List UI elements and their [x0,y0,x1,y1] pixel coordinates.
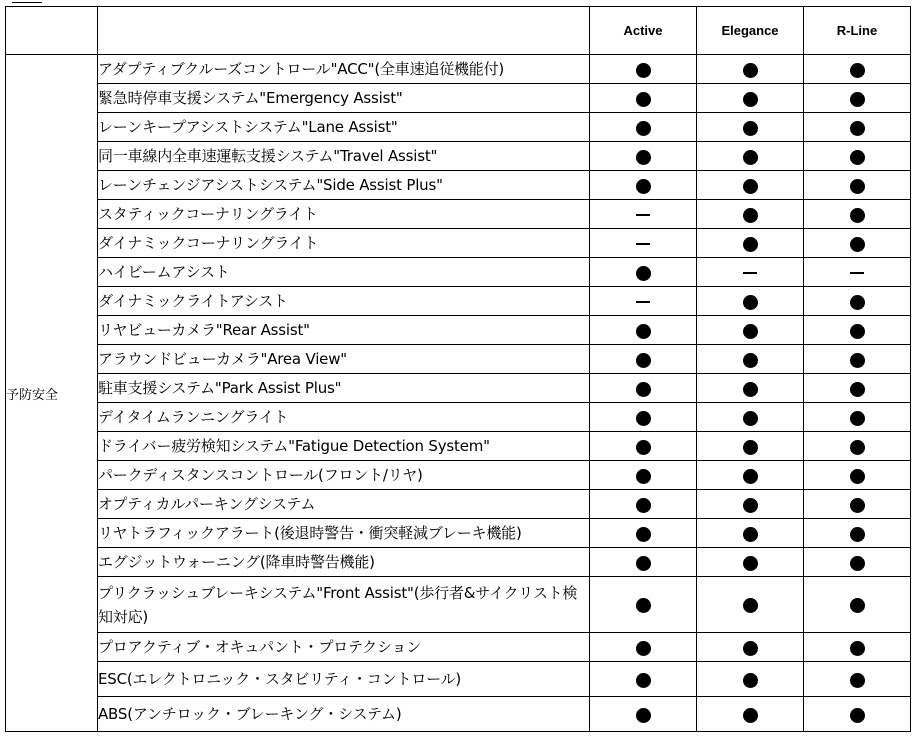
availability-cell-active [590,432,697,461]
feature-name: パークディスタンスコントロール(フロント/リヤ) [98,461,590,490]
availability-cell-r-line [804,548,911,577]
availability-cell-r-line [804,577,911,633]
safety-equipment-table [5,6,911,732]
standard-equipment-dot-icon [636,266,651,281]
table-row [6,345,911,374]
table-row [6,287,911,316]
standard-equipment-dot-icon [743,673,758,688]
availability-cell-r-line [804,55,911,84]
availability-cell-r-line [804,490,911,519]
availability-cell-active [590,200,697,229]
availability-cell-elegance [697,345,804,374]
availability-cell-elegance [697,287,804,316]
standard-equipment-dot-icon [636,469,651,484]
availability-cell-active [590,577,697,633]
feature-name: ESC(エレクトロニック・スタビリティ・コントロール) [98,662,590,697]
availability-cell-r-line [804,374,911,403]
table-row [6,55,911,84]
standard-equipment-dot-icon [850,641,865,656]
feature-name: ダイナミックライトアシスト [98,287,590,316]
availability-cell-elegance [697,577,804,633]
availability-cell-active [590,548,697,577]
availability-cell-active [590,142,697,171]
availability-cell-elegance [697,662,804,697]
equipment-spec-sheet [5,6,910,732]
table-row [6,258,911,287]
table-row [6,229,911,258]
standard-equipment-dot-icon [850,598,865,613]
availability-cell-r-line [804,461,911,490]
feature-name: スタティックコーナリングライト [98,200,590,229]
category-header-cell [6,7,98,55]
availability-cell-r-line [804,345,911,374]
standard-equipment-dot-icon [636,598,651,613]
availability-cell-active [590,490,697,519]
availability-cell-elegance [697,461,804,490]
standard-equipment-dot-icon [636,92,651,107]
availability-cell-active [590,316,697,345]
availability-cell-r-line [804,258,911,287]
feature-name: プロアクティブ・オキュパント・プロテクション [98,633,590,662]
standard-equipment-dot-icon [850,179,865,194]
standard-equipment-dot-icon [850,237,865,252]
standard-equipment-dot-icon [743,150,758,165]
availability-cell-elegance [697,258,804,287]
standard-equipment-dot-icon [743,324,758,339]
standard-equipment-dot-icon [850,708,865,723]
availability-cell-elegance [697,374,804,403]
standard-equipment-dot-icon [850,382,865,397]
feature-name: ダイナミックコーナリングライト [98,229,590,258]
standard-equipment-dot-icon [850,150,865,165]
standard-equipment-dot-icon [743,527,758,542]
feature-header-cell [98,7,590,55]
standard-equipment-dot-icon [743,469,758,484]
availability-cell-elegance [697,432,804,461]
table-row [6,200,911,229]
availability-cell-active [590,461,697,490]
availability-cell-elegance [697,519,804,548]
standard-equipment-dot-icon [636,498,651,513]
table-row [6,171,911,200]
grade-header-r-line: R-Line [804,7,911,55]
feature-name: エグジットウォーニング(降車時警告機能) [98,548,590,577]
availability-cell-active [590,55,697,84]
availability-cell-elegance [697,548,804,577]
availability-cell-active [590,519,697,548]
standard-equipment-dot-icon [636,324,651,339]
availability-cell-r-line [804,287,911,316]
standard-equipment-dot-icon [636,527,651,542]
grade-header-elegance: Elegance [697,7,804,55]
availability-cell-r-line [804,633,911,662]
availability-cell-active [590,697,697,732]
standard-equipment-dot-icon [850,440,865,455]
feature-name: アラウンドビューカメラ"Area View" [98,345,590,374]
table-row [6,662,911,697]
feature-name: 緊急時停車支援システム"Emergency Assist" [98,84,590,113]
availability-cell-elegance [697,490,804,519]
feature-name: ABS(アンチロック・ブレーキング・システム) [98,697,590,732]
table-row [6,633,911,662]
feature-name: 同一車線内全車速運転支援システム"Travel Assist" [98,142,590,171]
standard-equipment-dot-icon [636,708,651,723]
availability-cell-elegance [697,142,804,171]
standard-equipment-dot-icon [636,382,651,397]
clipped-text-stub [12,0,42,3]
standard-equipment-dot-icon [743,440,758,455]
table-row [6,548,911,577]
availability-cell-elegance [697,171,804,200]
standard-equipment-dot-icon [850,498,865,513]
availability-cell-active [590,633,697,662]
feature-name: レーンチェンジアシストシステム"Side Assist Plus" [98,171,590,200]
availability-cell-elegance [697,316,804,345]
feature-name: プリクラッシュブレーキシステム"Front Assist"(歩行者&サイクリスト検知対応) [98,577,590,633]
standard-equipment-dot-icon [636,411,651,426]
standard-equipment-dot-icon [850,411,865,426]
feature-name: リヤトラフィックアラート(後退時警告・衝突軽減ブレーキ機能) [98,519,590,548]
availability-cell-r-line [804,113,911,142]
standard-equipment-dot-icon [850,63,865,78]
not-available-dash-icon [743,272,757,274]
availability-cell-r-line [804,432,911,461]
standard-equipment-dot-icon [850,556,865,571]
table-row [6,142,911,171]
availability-cell-active [590,403,697,432]
table-row [6,316,911,345]
standard-equipment-dot-icon [743,121,758,136]
standard-equipment-dot-icon [743,498,758,513]
not-available-dash-icon [636,243,650,245]
availability-cell-active [590,113,697,142]
availability-cell-active [590,258,697,287]
standard-equipment-dot-icon [743,208,758,223]
availability-cell-elegance [697,229,804,258]
standard-equipment-dot-icon [850,673,865,688]
availability-cell-elegance [697,633,804,662]
feature-name: アダプティブクルーズコントロール"ACC"(全車速追従機能付) [98,55,590,84]
table-header-row [6,7,911,55]
availability-cell-active [590,171,697,200]
standard-equipment-dot-icon [850,208,865,223]
availability-cell-elegance [697,55,804,84]
availability-cell-active [590,84,697,113]
table-row [6,577,911,633]
availability-cell-r-line [804,697,911,732]
table-row [6,432,911,461]
availability-cell-r-line [804,84,911,113]
availability-cell-active [590,345,697,374]
availability-cell-elegance [697,403,804,432]
standard-equipment-dot-icon [743,92,758,107]
feature-name: ドライバー疲労検知システム"Fatigue Detection System" [98,432,590,461]
table-row [6,113,911,142]
availability-cell-active [590,287,697,316]
availability-cell-elegance [697,113,804,142]
standard-equipment-dot-icon [743,295,758,310]
standard-equipment-dot-icon [850,353,865,368]
standard-equipment-dot-icon [850,527,865,542]
table-row [6,374,911,403]
grade-header-active: Active [590,7,697,55]
standard-equipment-dot-icon [850,121,865,136]
not-available-dash-icon [636,214,650,216]
availability-cell-r-line [804,142,911,171]
feature-name: リヤビューカメラ"Rear Assist" [98,316,590,345]
standard-equipment-dot-icon [636,121,651,136]
table-body [6,55,911,732]
standard-equipment-dot-icon [636,641,651,656]
standard-equipment-dot-icon [636,63,651,78]
table-row [6,461,911,490]
availability-cell-r-line [804,229,911,258]
table-row [6,697,911,732]
availability-cell-active [590,374,697,403]
standard-equipment-dot-icon [743,63,758,78]
feature-name: オプティカルパーキングシステム [98,490,590,519]
standard-equipment-dot-icon [743,598,758,613]
table-row [6,490,911,519]
feature-name: デイタイムランニングライト [98,403,590,432]
availability-cell-r-line [804,200,911,229]
standard-equipment-dot-icon [636,353,651,368]
standard-equipment-dot-icon [743,556,758,571]
availability-cell-r-line [804,403,911,432]
feature-name: 駐車支援システム"Park Assist Plus" [98,374,590,403]
standard-equipment-dot-icon [636,150,651,165]
not-available-dash-icon [636,301,650,303]
standard-equipment-dot-icon [636,556,651,571]
standard-equipment-dot-icon [743,411,758,426]
availability-cell-active [590,662,697,697]
not-available-dash-icon [850,272,864,274]
table-row [6,84,911,113]
availability-cell-r-line [804,316,911,345]
availability-cell-r-line [804,519,911,548]
availability-cell-elegance [697,84,804,113]
standard-equipment-dot-icon [743,237,758,252]
standard-equipment-dot-icon [743,641,758,656]
feature-name: レーンキープアシストシステム"Lane Assist" [98,113,590,142]
standard-equipment-dot-icon [850,324,865,339]
availability-cell-elegance [697,200,804,229]
standard-equipment-dot-icon [850,92,865,107]
standard-equipment-dot-icon [743,353,758,368]
category-label: 予防安全 [6,55,98,732]
feature-name: ハイビームアシスト [98,258,590,287]
standard-equipment-dot-icon [743,382,758,397]
availability-cell-r-line [804,171,911,200]
standard-equipment-dot-icon [636,179,651,194]
standard-equipment-dot-icon [850,469,865,484]
table-row [6,403,911,432]
availability-cell-r-line [804,662,911,697]
standard-equipment-dot-icon [636,673,651,688]
table-row [6,519,911,548]
availability-cell-elegance [697,697,804,732]
availability-cell-active [590,229,697,258]
standard-equipment-dot-icon [743,179,758,194]
standard-equipment-dot-icon [850,295,865,310]
standard-equipment-dot-icon [636,440,651,455]
standard-equipment-dot-icon [743,708,758,723]
